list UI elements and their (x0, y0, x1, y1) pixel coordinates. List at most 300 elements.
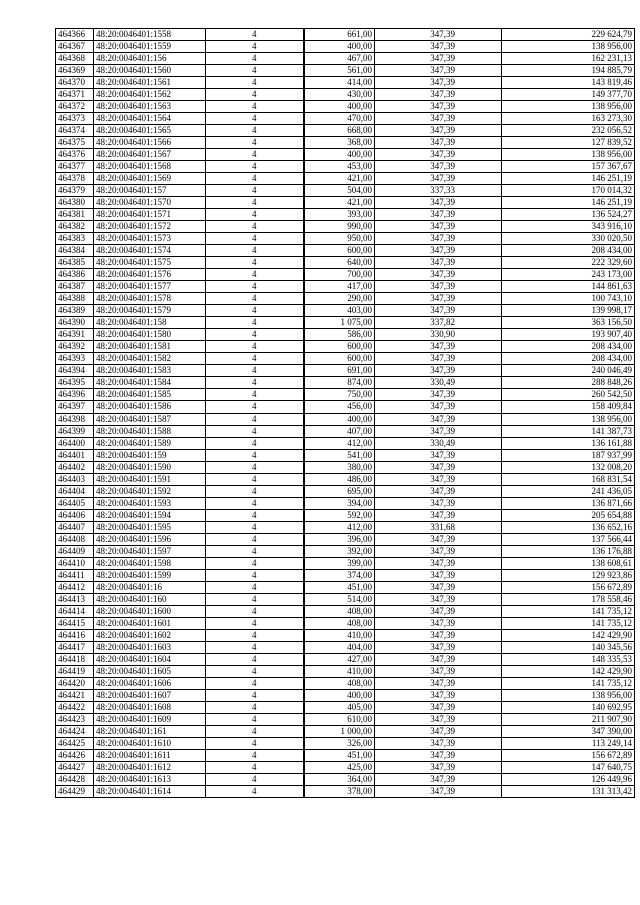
table-row (56, 209, 635, 221)
rate-cell: 330,49 (375, 437, 502, 449)
table-row (56, 569, 635, 581)
value-cell: 140 692,95 (502, 701, 635, 713)
cadastral-number-cell: 48:20:0046401:1590 (94, 461, 206, 473)
cadastral-number-cell: 48:20:0046401:1598 (94, 557, 206, 569)
value-cell: 141 735,12 (502, 617, 635, 629)
group-cell: 4 (206, 137, 304, 149)
value-cell: 131 313,42 (502, 785, 635, 797)
group-cell: 4 (206, 641, 304, 653)
area-cell: 326,00 (304, 737, 375, 749)
table-row (56, 185, 635, 197)
group-cell: 4 (206, 401, 304, 413)
table-row (56, 233, 635, 245)
row-id-cell: 464393 (56, 353, 94, 365)
area-cell: 586,00 (304, 329, 375, 341)
value-cell: 149 377,70 (502, 89, 635, 101)
value-cell: 126 449,96 (502, 773, 635, 785)
table-row (56, 65, 635, 77)
rate-cell: 331,68 (375, 521, 502, 533)
rate-cell: 347,39 (375, 401, 502, 413)
rate-cell: 347,39 (375, 257, 502, 269)
area-cell: 408,00 (304, 677, 375, 689)
value-cell: 288 848,26 (502, 377, 635, 389)
area-cell: 412,00 (304, 521, 375, 533)
rate-cell: 347,39 (375, 641, 502, 653)
cadastral-number-cell: 48:20:0046401:1561 (94, 77, 206, 89)
table-row (56, 425, 635, 437)
row-id-cell: 464426 (56, 749, 94, 761)
area-cell: 451,00 (304, 749, 375, 761)
table-row (56, 77, 635, 89)
rate-cell: 347,39 (375, 293, 502, 305)
table-row (56, 461, 635, 473)
value-cell: 222 329,60 (502, 257, 635, 269)
cadastral-number-cell: 48:20:0046401:1568 (94, 161, 206, 173)
area-cell: 700,00 (304, 269, 375, 281)
cadastral-number-cell: 48:20:0046401:157 (94, 185, 206, 197)
group-cell: 4 (206, 245, 304, 257)
table-row (56, 389, 635, 401)
table-row (56, 605, 635, 617)
rate-cell: 347,39 (375, 353, 502, 365)
area-cell: 405,00 (304, 701, 375, 713)
value-cell: 211 907,90 (502, 713, 635, 725)
row-id-cell: 464428 (56, 773, 94, 785)
cadastral-number-cell: 48:20:0046401:159 (94, 449, 206, 461)
value-cell: 168 831,54 (502, 473, 635, 485)
area-cell: 380,00 (304, 461, 375, 473)
value-cell: 208 434,00 (502, 341, 635, 353)
value-cell: 241 436,05 (502, 485, 635, 497)
row-id-cell: 464417 (56, 641, 94, 653)
rate-cell: 347,39 (375, 389, 502, 401)
row-id-cell: 464387 (56, 281, 94, 293)
rate-cell: 347,39 (375, 653, 502, 665)
table-row (56, 257, 635, 269)
value-cell: 132 008,20 (502, 461, 635, 473)
row-id-cell: 464407 (56, 521, 94, 533)
area-cell: 399,00 (304, 557, 375, 569)
cadastral-value-table (55, 28, 635, 798)
row-id-cell: 464411 (56, 569, 94, 581)
table-row (56, 509, 635, 521)
table-row (56, 641, 635, 653)
rate-cell: 347,39 (375, 773, 502, 785)
value-cell: 129 923,86 (502, 569, 635, 581)
row-id-cell: 464429 (56, 785, 94, 797)
row-id-cell: 464394 (56, 365, 94, 377)
cadastral-number-cell: 48:20:0046401:1567 (94, 149, 206, 161)
row-id-cell: 464386 (56, 269, 94, 281)
group-cell: 4 (206, 593, 304, 605)
value-cell: 158 409,84 (502, 401, 635, 413)
area-cell: 400,00 (304, 149, 375, 161)
row-id-cell: 464378 (56, 173, 94, 185)
cadastral-number-cell: 48:20:0046401:1569 (94, 173, 206, 185)
value-cell: 187 937,99 (502, 449, 635, 461)
value-cell: 138 956,00 (502, 41, 635, 53)
rate-cell: 347,39 (375, 173, 502, 185)
value-cell: 144 861,63 (502, 281, 635, 293)
table-row (56, 281, 635, 293)
rate-cell: 347,39 (375, 53, 502, 65)
group-cell: 4 (206, 461, 304, 473)
table-row (56, 617, 635, 629)
cadastral-number-cell: 48:20:0046401:1601 (94, 617, 206, 629)
cadastral-number-cell: 48:20:0046401:1599 (94, 569, 206, 581)
value-cell: 141 735,12 (502, 677, 635, 689)
table-row (56, 173, 635, 185)
row-id-cell: 464385 (56, 257, 94, 269)
value-cell: 138 956,00 (502, 413, 635, 425)
area-cell: 600,00 (304, 353, 375, 365)
group-cell: 4 (206, 713, 304, 725)
group-cell: 4 (206, 557, 304, 569)
area-cell: 290,00 (304, 293, 375, 305)
table-row (56, 305, 635, 317)
table-row (56, 197, 635, 209)
value-cell: 193 907,40 (502, 329, 635, 341)
group-cell: 4 (206, 329, 304, 341)
table-row (56, 653, 635, 665)
group-cell: 4 (206, 497, 304, 509)
value-cell: 141 735,12 (502, 605, 635, 617)
cadastral-number-cell: 48:20:0046401:1614 (94, 785, 206, 797)
group-cell: 4 (206, 53, 304, 65)
area-cell: 427,00 (304, 653, 375, 665)
row-id-cell: 464410 (56, 557, 94, 569)
table-row (56, 149, 635, 161)
rate-cell: 347,39 (375, 665, 502, 677)
rate-cell: 337,33 (375, 185, 502, 197)
area-cell: 408,00 (304, 605, 375, 617)
rate-cell: 347,39 (375, 269, 502, 281)
value-cell: 136 176,88 (502, 545, 635, 557)
value-cell: 136 524,27 (502, 209, 635, 221)
area-cell: 412,00 (304, 437, 375, 449)
table-row (56, 41, 635, 53)
table-row (56, 125, 635, 137)
value-cell: 139 998,17 (502, 305, 635, 317)
rate-cell: 347,39 (375, 137, 502, 149)
area-cell: 430,00 (304, 89, 375, 101)
group-cell: 4 (206, 629, 304, 641)
group-cell: 4 (206, 437, 304, 449)
table-row (56, 557, 635, 569)
group-cell: 4 (206, 221, 304, 233)
group-cell: 4 (206, 473, 304, 485)
cadastral-number-cell: 48:20:0046401:1577 (94, 281, 206, 293)
cadastral-number-cell: 48:20:0046401:1572 (94, 221, 206, 233)
area-cell: 414,00 (304, 77, 375, 89)
area-cell: 750,00 (304, 389, 375, 401)
cadastral-number-cell: 48:20:0046401:1607 (94, 689, 206, 701)
group-cell: 4 (206, 785, 304, 797)
table-row (56, 677, 635, 689)
area-cell: 404,00 (304, 641, 375, 653)
rate-cell: 347,39 (375, 41, 502, 53)
cadastral-number-cell: 48:20:0046401:1579 (94, 305, 206, 317)
group-cell: 4 (206, 185, 304, 197)
value-cell: 140 345,56 (502, 641, 635, 653)
group-cell: 4 (206, 665, 304, 677)
area-cell: 392,00 (304, 545, 375, 557)
row-id-cell: 464366 (56, 29, 94, 41)
cadastral-number-cell: 48:20:0046401:1604 (94, 653, 206, 665)
table-row (56, 713, 635, 725)
area-cell: 364,00 (304, 773, 375, 785)
area-cell: 640,00 (304, 257, 375, 269)
row-id-cell: 464408 (56, 533, 94, 545)
group-cell: 4 (206, 545, 304, 557)
cadastral-number-cell: 48:20:0046401:1608 (94, 701, 206, 713)
table-row (56, 749, 635, 761)
group-cell: 4 (206, 425, 304, 437)
group-cell: 4 (206, 257, 304, 269)
group-cell: 4 (206, 701, 304, 713)
cadastral-number-cell: 48:20:0046401:1602 (94, 629, 206, 641)
group-cell: 4 (206, 677, 304, 689)
row-id-cell: 464367 (56, 41, 94, 53)
row-id-cell: 464377 (56, 161, 94, 173)
rate-cell: 347,39 (375, 473, 502, 485)
group-cell: 4 (206, 449, 304, 461)
value-cell: 143 819,46 (502, 77, 635, 89)
row-id-cell: 464399 (56, 425, 94, 437)
table-row (56, 113, 635, 125)
cadastral-number-cell: 48:20:0046401:161 (94, 725, 206, 737)
area-cell: 541,00 (304, 449, 375, 461)
rate-cell: 347,39 (375, 77, 502, 89)
row-id-cell: 464375 (56, 137, 94, 149)
value-cell: 141 387,73 (502, 425, 635, 437)
row-id-cell: 464368 (56, 53, 94, 65)
table-row (56, 137, 635, 149)
value-cell: 260 542,50 (502, 389, 635, 401)
value-cell: 229 624,79 (502, 29, 635, 41)
area-cell: 470,00 (304, 113, 375, 125)
row-id-cell: 464420 (56, 677, 94, 689)
area-cell: 668,00 (304, 125, 375, 137)
cadastral-number-cell: 48:20:0046401:1595 (94, 521, 206, 533)
cadastral-number-cell: 48:20:0046401:1596 (94, 533, 206, 545)
rate-cell: 347,39 (375, 545, 502, 557)
rate-cell: 347,39 (375, 449, 502, 461)
area-cell: 421,00 (304, 173, 375, 185)
area-cell: 410,00 (304, 665, 375, 677)
cadastral-number-cell: 48:20:0046401:1605 (94, 665, 206, 677)
value-cell: 347 390,00 (502, 725, 635, 737)
rate-cell: 347,39 (375, 101, 502, 113)
cadastral-number-cell: 48:20:0046401:1566 (94, 137, 206, 149)
group-cell: 4 (206, 749, 304, 761)
rate-cell: 347,39 (375, 461, 502, 473)
group-cell: 4 (206, 65, 304, 77)
row-id-cell: 464403 (56, 473, 94, 485)
row-id-cell: 464374 (56, 125, 94, 137)
rate-cell: 347,39 (375, 485, 502, 497)
area-cell: 1 000,00 (304, 725, 375, 737)
cadastral-number-cell: 48:20:0046401:1580 (94, 329, 206, 341)
group-cell: 4 (206, 101, 304, 113)
area-cell: 403,00 (304, 305, 375, 317)
table-row (56, 785, 635, 797)
area-cell: 514,00 (304, 593, 375, 605)
table-row (56, 293, 635, 305)
table-row (56, 473, 635, 485)
area-cell: 407,00 (304, 425, 375, 437)
table-row (56, 725, 635, 737)
row-id-cell: 464406 (56, 509, 94, 521)
group-cell: 4 (206, 77, 304, 89)
row-id-cell: 464380 (56, 197, 94, 209)
row-id-cell: 464371 (56, 89, 94, 101)
cadastral-number-cell: 48:20:0046401:1575 (94, 257, 206, 269)
row-id-cell: 464409 (56, 545, 94, 557)
row-id-cell: 464390 (56, 317, 94, 329)
area-cell: 504,00 (304, 185, 375, 197)
row-id-cell: 464369 (56, 65, 94, 77)
group-cell: 4 (206, 353, 304, 365)
table-row (56, 365, 635, 377)
row-id-cell: 464419 (56, 665, 94, 677)
value-cell: 138 956,00 (502, 101, 635, 113)
cadastral-number-cell: 48:20:0046401:16 (94, 581, 206, 593)
row-id-cell: 464370 (56, 77, 94, 89)
cadastral-number-cell: 48:20:0046401:1583 (94, 365, 206, 377)
value-cell: 142 429,90 (502, 629, 635, 641)
row-id-cell: 464423 (56, 713, 94, 725)
cadastral-number-cell: 48:20:0046401:1582 (94, 353, 206, 365)
value-cell: 208 434,00 (502, 353, 635, 365)
table-row (56, 221, 635, 233)
group-cell: 4 (206, 281, 304, 293)
value-cell: 136 871,66 (502, 497, 635, 509)
table-row (56, 245, 635, 257)
rate-cell: 347,39 (375, 113, 502, 125)
value-cell: 343 916,10 (502, 221, 635, 233)
cadastral-number-cell: 48:20:0046401:1565 (94, 125, 206, 137)
table-row (56, 101, 635, 113)
rate-cell: 347,39 (375, 737, 502, 749)
area-cell: 451,00 (304, 581, 375, 593)
area-cell: 610,00 (304, 713, 375, 725)
area-cell: 410,00 (304, 629, 375, 641)
table-row (56, 269, 635, 281)
value-cell: 136 652,16 (502, 521, 635, 533)
rate-cell: 347,39 (375, 221, 502, 233)
rate-cell: 347,39 (375, 413, 502, 425)
table-row (56, 329, 635, 341)
table-row (56, 449, 635, 461)
group-cell: 4 (206, 377, 304, 389)
table-row (56, 53, 635, 65)
row-id-cell: 464395 (56, 377, 94, 389)
cadastral-number-cell: 48:20:0046401:1564 (94, 113, 206, 125)
group-cell: 4 (206, 509, 304, 521)
table-row (56, 353, 635, 365)
row-id-cell: 464372 (56, 101, 94, 113)
area-cell: 1 075,00 (304, 317, 375, 329)
group-cell: 4 (206, 773, 304, 785)
cadastral-number-cell: 48:20:0046401:1584 (94, 377, 206, 389)
row-id-cell: 464422 (56, 701, 94, 713)
value-cell: 138 956,00 (502, 689, 635, 701)
area-cell: 400,00 (304, 413, 375, 425)
row-id-cell: 464391 (56, 329, 94, 341)
cadastral-number-cell: 48:20:0046401:1586 (94, 401, 206, 413)
rate-cell: 330,49 (375, 377, 502, 389)
table-row (56, 485, 635, 497)
row-id-cell: 464392 (56, 341, 94, 353)
table-row (56, 413, 635, 425)
rate-cell: 347,39 (375, 713, 502, 725)
area-cell: 456,00 (304, 401, 375, 413)
value-cell: 194 885,79 (502, 65, 635, 77)
rate-cell: 347,39 (375, 725, 502, 737)
rate-cell: 347,39 (375, 533, 502, 545)
row-id-cell: 464418 (56, 653, 94, 665)
rate-cell: 347,39 (375, 209, 502, 221)
rate-cell: 337,82 (375, 317, 502, 329)
cadastral-number-cell: 48:20:0046401:1571 (94, 209, 206, 221)
area-cell: 393,00 (304, 209, 375, 221)
table-row (56, 773, 635, 785)
rate-cell: 347,39 (375, 65, 502, 77)
rate-cell: 347,39 (375, 785, 502, 797)
value-cell: 170 014,32 (502, 185, 635, 197)
rate-cell: 347,39 (375, 689, 502, 701)
rate-cell: 347,39 (375, 125, 502, 137)
table-row (56, 545, 635, 557)
area-cell: 374,00 (304, 569, 375, 581)
row-id-cell: 464402 (56, 461, 94, 473)
cadastral-number-cell: 48:20:0046401:1574 (94, 245, 206, 257)
area-cell: 950,00 (304, 233, 375, 245)
value-cell: 232 056,52 (502, 125, 635, 137)
table-row (56, 593, 635, 605)
value-cell: 148 335,53 (502, 653, 635, 665)
table-row (56, 377, 635, 389)
table-row (56, 317, 635, 329)
row-id-cell: 464424 (56, 725, 94, 737)
value-cell: 178 558,46 (502, 593, 635, 605)
table-row (56, 629, 635, 641)
area-cell: 400,00 (304, 689, 375, 701)
rate-cell: 347,39 (375, 245, 502, 257)
area-cell: 400,00 (304, 41, 375, 53)
cadastral-number-cell: 48:20:0046401:1578 (94, 293, 206, 305)
area-cell: 408,00 (304, 617, 375, 629)
table-row (56, 497, 635, 509)
area-cell: 874,00 (304, 377, 375, 389)
cadastral-number-cell: 48:20:0046401:1589 (94, 437, 206, 449)
row-id-cell: 464373 (56, 113, 94, 125)
value-cell: 127 839,52 (502, 137, 635, 149)
value-cell: 147 640,75 (502, 761, 635, 773)
group-cell: 4 (206, 413, 304, 425)
rate-cell: 347,39 (375, 593, 502, 605)
group-cell: 4 (206, 161, 304, 173)
table-row (56, 29, 635, 41)
rate-cell: 347,39 (375, 581, 502, 593)
cadastral-number-cell: 48:20:0046401:1563 (94, 101, 206, 113)
value-cell: 208 434,00 (502, 245, 635, 257)
value-cell: 163 273,30 (502, 113, 635, 125)
group-cell: 4 (206, 569, 304, 581)
group-cell: 4 (206, 533, 304, 545)
table-row (56, 689, 635, 701)
